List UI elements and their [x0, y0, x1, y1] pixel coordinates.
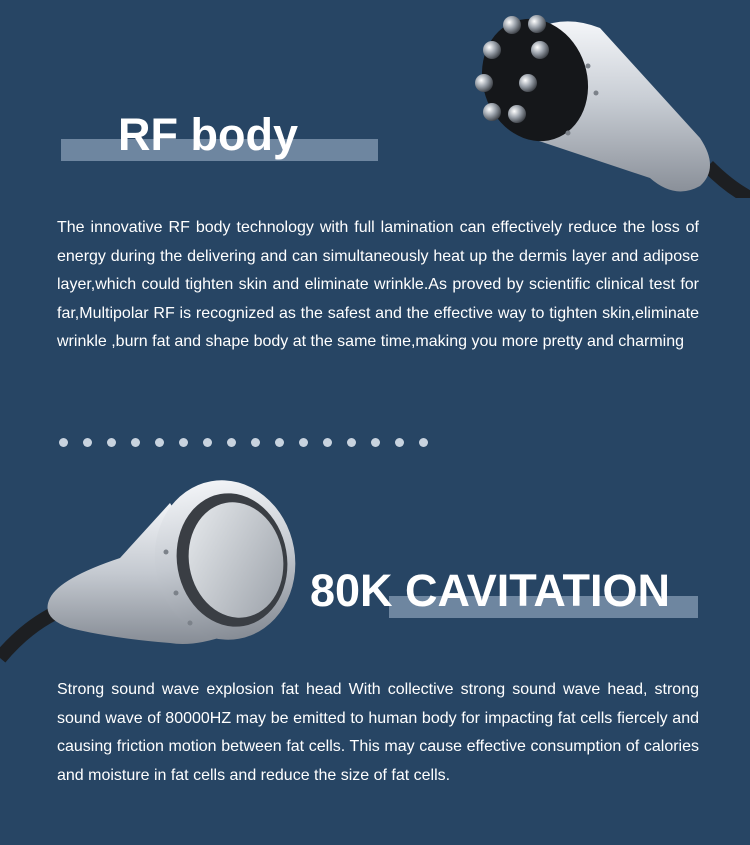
divider-dot — [155, 438, 164, 447]
divider-dot — [419, 438, 428, 447]
divider-dot — [251, 438, 260, 447]
cavitation-handpiece-icon — [0, 478, 310, 663]
divider-dot — [395, 438, 404, 447]
divider-dot — [347, 438, 356, 447]
cavitation-section-title: 80K CAVITATION — [310, 565, 671, 616]
divider-dot — [371, 438, 380, 447]
divider-dot — [131, 438, 140, 447]
rf-multipolar-handpiece-icon — [470, 8, 750, 198]
divider-dot — [83, 438, 92, 447]
divider-dot — [275, 438, 284, 447]
divider-dot — [107, 438, 116, 447]
divider-dot — [323, 438, 332, 447]
cavitation-description: Strong sound wave explosion fat head With collective strong sound wave head, strong sound wave of 80000HZ may be emitted to human body for impacting fat cells fiercely and causing friction motion between fat cells. This may cause effective consumption of calories and moisture in fat cells and reduce the size of fat cells. — [57, 681, 699, 784]
divider-dot — [203, 438, 212, 447]
rf-section-title: RF body — [118, 109, 298, 160]
divider-dot — [227, 438, 236, 447]
divider-dot — [179, 438, 188, 447]
divider-dot — [299, 438, 308, 447]
dotted-divider — [59, 438, 428, 447]
rf-description: The innovative RF body technology with full lamination can effectively reduce the loss of energy during the delivering and can simultaneously heat up the dermis layer and adipose layer,which could tighten skin and eliminate wrinkle.As proved by scientific clinical test for far,Multipolar RF is recognized as the safest and the effective way to tighten skin,eliminate wrinkle ,burn fat and shape body at the same time,making you more pretty and charming — [57, 219, 699, 350]
divider-dot — [59, 438, 68, 447]
